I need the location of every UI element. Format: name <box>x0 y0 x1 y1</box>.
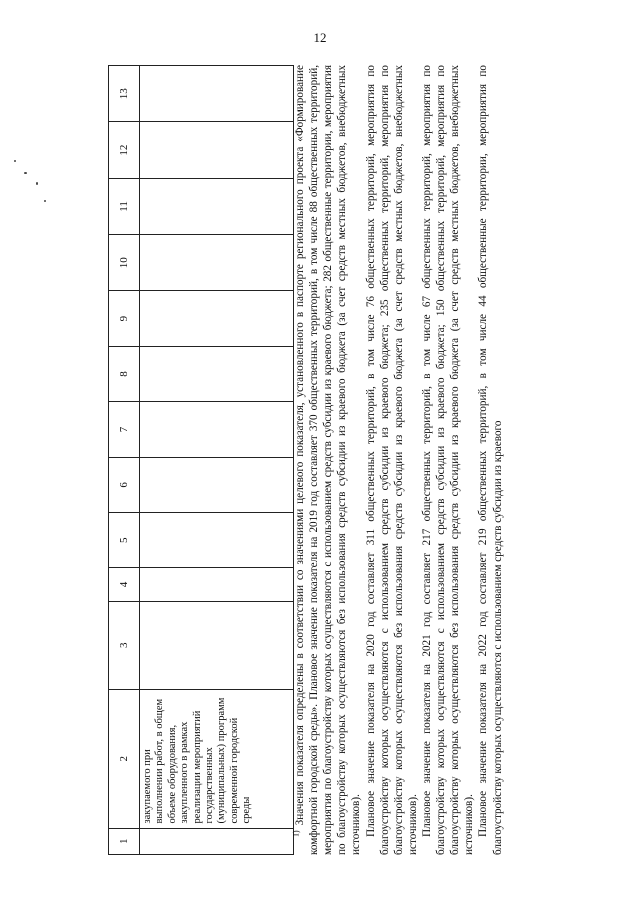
cell-col-3 <box>140 601 294 689</box>
footnote-marker: 1) <box>291 830 301 837</box>
footnote-paragraph-2021: Плановое значение показателя на 2021 год составляет 217 общественных территорий, в том числе 67 общественных территорий, мероприятия по благоустройству которых осуществляются с использованием средств субсидии из краевого бюджета; 150 общественных территорий, мероприятия по благоустройству которых осуществляются без использования средств субсидии из краевого бюджета (за счет средств местных бюджетов, внебюджетных источников). <box>420 65 476 855</box>
column-header-12: 12 <box>109 122 140 178</box>
cell-col-12 <box>140 122 294 178</box>
rotated-page-content <box>108 65 608 855</box>
column-header-11: 11 <box>109 178 140 234</box>
column-header-6: 6 <box>109 457 140 512</box>
column-header-4: 4 <box>109 568 140 601</box>
column-header-9: 9 <box>109 291 140 346</box>
cell-col-10 <box>140 235 294 291</box>
indicator-table <box>108 65 294 855</box>
footnote-block <box>293 65 505 855</box>
cell-col-1 <box>140 828 294 854</box>
footnote-paragraph-2022: Плановое значение показателя на 2022 год составляет 219 общественных территорий, в том числе 44 общественные территории, мероприятия по благоустройству которых осуществляются с использованием средств субсидии из краевого <box>477 65 504 855</box>
column-header-10: 10 <box>109 235 140 291</box>
cell-col-9 <box>140 291 294 346</box>
cell-col-7 <box>140 402 294 457</box>
column-header-1: 1 <box>109 828 140 854</box>
table-row <box>140 66 294 855</box>
footnote-text-2019: Значения показателя определены в соответствии со значениями целевого показателя, установленного в паспорте регионального проекта «Формирование комфортной городской среды». Плановое значение показателя на 2019 год составляет 370 общественных территорий, в том числе 88 общественных территорий, мероприятия по благоустройству которых осуществляются с использованием средств субсидии из краевого бюджета; 282 общественные территории, мероприятия по благоустройству которых осуществляются без использования средств субсидии из краевого бюджета (за счет средств местных бюджетов, внебюджетных источников). <box>294 65 363 855</box>
column-header-7: 7 <box>109 402 140 457</box>
table-header-row <box>109 66 140 855</box>
page-number: 12 <box>313 30 327 45</box>
footnote-paragraph-2020: Плановое значение показателя на 2020 год составляет 311 общественных территорий, в том числе 76 общественных территорий, мероприятия по благоустройству которых осуществляются с использованием средств субсидии из краевого бюджета; 235 общественных территорий, мероприятия по благоустройству которых осуществляются без использования средств субсидии из краевого бюджета (за счет средств местных бюджетов, внебюджетных источников). <box>364 65 419 855</box>
cell-col-5 <box>140 513 294 568</box>
cell-col-4 <box>140 568 294 601</box>
cell-col-8 <box>140 346 294 401</box>
column-header-8: 8 <box>109 346 140 401</box>
cell-col-6 <box>140 457 294 512</box>
cell-col-11 <box>140 178 294 234</box>
column-header-13: 13 <box>109 66 140 122</box>
indicator-description-cell: закупаемого при выполнении работ, в общем объеме оборудования, закупленного в рамках реализации мероприятий государственных (муниципальных) программ современной городской среды <box>140 690 294 829</box>
footnote-paragraph-2019 <box>293 65 364 855</box>
column-header-3: 3 <box>109 601 140 689</box>
column-header-5: 5 <box>109 513 140 568</box>
cell-col-13 <box>140 66 294 122</box>
column-header-2: 2 <box>109 690 140 829</box>
